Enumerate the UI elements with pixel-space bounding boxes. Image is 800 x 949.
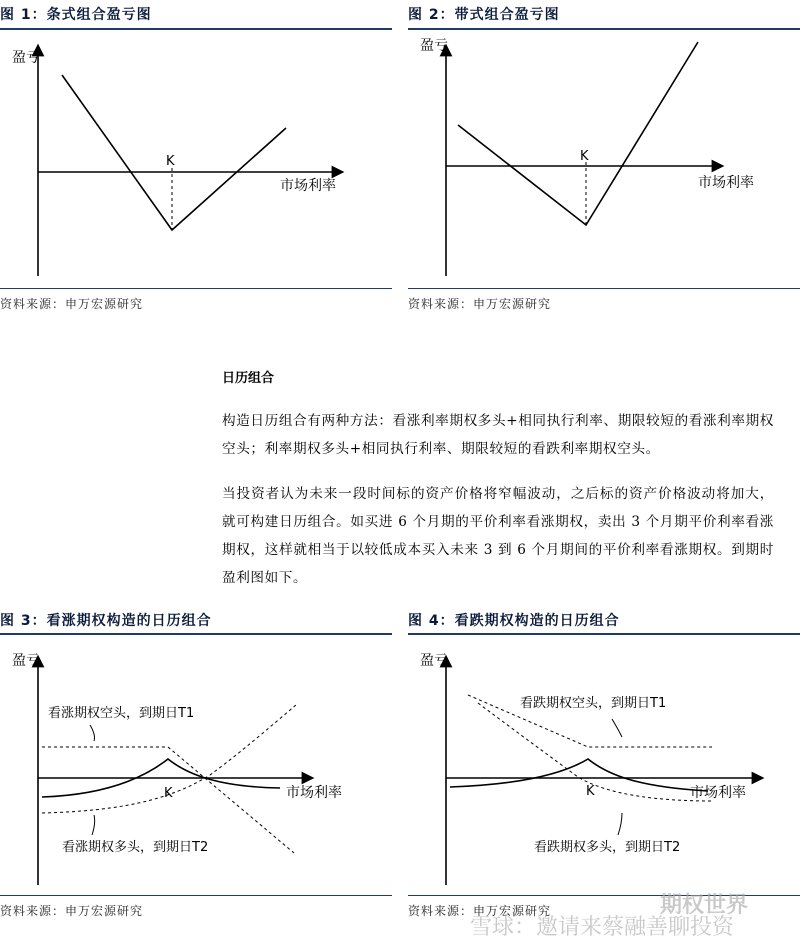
- figure-2-source: 资料来源：申万宏源研究: [408, 297, 552, 311]
- figure-3-bottom-rule: [0, 895, 392, 896]
- figure-2-bottom-rule: [408, 288, 800, 289]
- figure-1-title: 图 1：条式组合盈亏图: [0, 7, 152, 23]
- paragraph-1: 构造日历组合有两种方法：看涨利率期权多头+相同执行利率、期限较短的看涨利率期权空头；利率期权多头+相同执行利率、期限较短的看跌利率期权空头。: [222, 413, 774, 457]
- figure-3-title: 图 3：看涨期权构造的日历组合: [0, 613, 212, 629]
- strike-label: K: [164, 786, 173, 801]
- annotation-short-call-arrow: [90, 725, 95, 741]
- strike-label: K: [580, 149, 589, 164]
- y-axis-label: 盈亏: [12, 653, 40, 669]
- figure-4-title: 图 4：看跌期权构造的日历组合: [408, 613, 620, 629]
- paragraph-2: 当投资者认为未来一段时间标的资产价格将窄幅波动，之后标的资产价格波动将加大，就可构建日历组合。如买进 6 个月期的平价利率看涨期权，卖出 3 个月期平价利率看涨期权，这样就相当于以较低成本买入未来 3 到 6 个月期间的平价利率看涨期权。到期时盈利图如下。: [222, 486, 774, 586]
- x-axis-label: 市场利率: [698, 175, 754, 191]
- calendar-payoff-line: [450, 759, 708, 791]
- annotation-short-put-arrow: [612, 719, 622, 737]
- figure-4-source: 资料来源：申万宏源研究: [408, 904, 552, 918]
- y-axis-label: 盈亏: [420, 653, 448, 669]
- watermark-brand: 期权世界: [660, 893, 749, 918]
- annotation-short-call: 看涨期权空头，到期日T1: [48, 706, 195, 721]
- annotation-long-call: 看涨期权多头，到期日T2: [62, 840, 209, 855]
- figure-3-source: 资料来源：申万宏源研究: [0, 904, 144, 918]
- long-put-t2-line: [478, 703, 712, 801]
- x-axis-label: 市场利率: [286, 785, 342, 801]
- section-title: 日历组合: [222, 371, 275, 386]
- x-axis-label: 市场利率: [690, 785, 746, 801]
- annotation-short-put: 看跌期权空头，到期日T1: [520, 696, 667, 711]
- strike-label: K: [586, 784, 595, 799]
- annotation-long-put: 看跌期权多头，到期日T2: [534, 840, 681, 855]
- payoff-line: [458, 42, 698, 225]
- x-axis-label: 市场利率: [280, 178, 336, 194]
- figure-3-chart: [0, 635, 392, 893]
- figure-1-chart: [0, 30, 392, 288]
- figure-1-source: 资料来源：申万宏源研究: [0, 297, 144, 311]
- watermark-line: 雪球：邀请来蔡融善聊投资: [470, 915, 735, 940]
- figure-4-chart: [408, 635, 800, 893]
- annotation-long-call-arrow: [92, 815, 95, 835]
- payoff-line: [62, 75, 286, 230]
- figure-2-title: 图 2：带式组合盈亏图: [408, 7, 560, 23]
- y-axis-label: 盈亏: [12, 50, 40, 66]
- annotation-long-put-arrow: [618, 813, 622, 835]
- figure-1-bottom-rule: [0, 288, 392, 289]
- y-axis-label: 盈亏: [420, 38, 448, 54]
- strike-label: K: [166, 154, 175, 169]
- figure-2-chart: [408, 30, 800, 288]
